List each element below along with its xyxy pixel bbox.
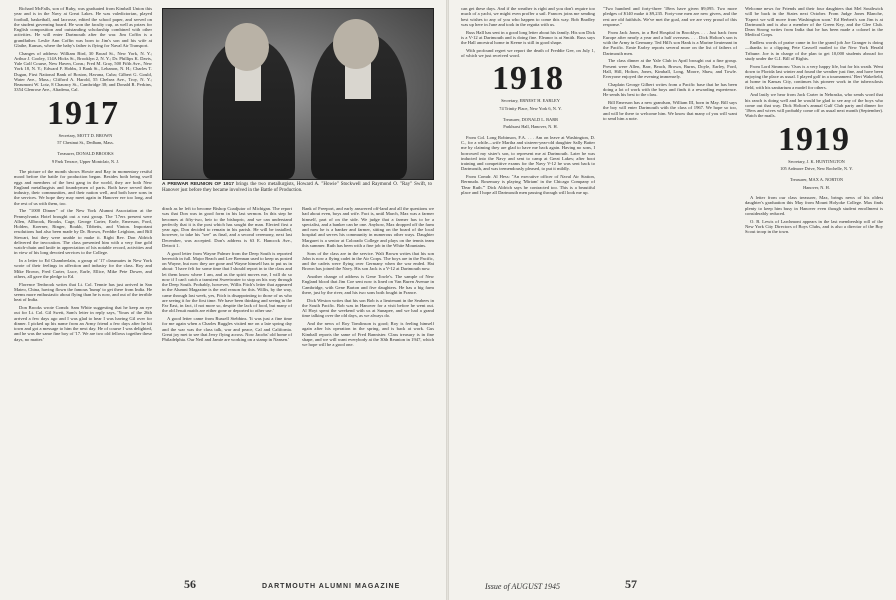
- left-column-1: [14, 6, 152, 570]
- secretary-title: Secretary, J. K. HUNTINGTON: [788, 158, 845, 164]
- paragraph: The "1000 Dinner" of the New York Alumni Association at the Pennsylvania Hotel brought out a vast group. The '17ers present were Allen, Allbrook, Brooks, Cage, George Carter, Earle, Emerson, Ford, Holden, Koerner, Ringer, Roakb, Tibbetts, and Vinton. Important resolutions had also been made by Dr. Brown, Freddie Leighton, and Bill Stewart, but they were unable to make it. Right Rev. Don Aldrich delivered the invocation. The class presented him with a very fine gold watch-chain and knife in appreciation of his notable record, activities and in view of his long devoted services to the College.: [14, 208, 152, 256]
- treasurer-address: Hanover, N. H.: [803, 184, 830, 190]
- right-column-2: [603, 6, 737, 570]
- reunion-photo: [162, 8, 434, 180]
- paragraph: A letter from our class treasurer, Max, brings news of his oldest daughter's graduation this May from Mount Holyoke College. Max finds plenty to keep him busy in Hanover even though student enrollment is considerably reduced.: [745, 195, 883, 216]
- paragraph: Changes of address: William Bird, 30 Broad St., New York, N. Y.; Arthur J. Cooley, 114A Hicks St., Brooklyn 2, N. Y.; Dr. Phillips K. Davis, Yale Golf Course, New Haven, Conn.; Fred M. Gray, 500 Fifth Ave., New York 18, N. Y.; Edward F. Hobbs, 3 Bank St., Lebanon, N. H.; Charles T. Dugan, First National Bank of Boston, Havana, Cuba; Gilbert G. Gould, Water Ave., Mass.; Clifford A. Harold, 55 Chelsea Ave., Troy, N. Y.; Beaumont W. Lotz, 8 Chauncy St., Cambridge 38; and Donald R. Perkins, 3354 Glenrose Ave., Altadena, Cal.: [14, 50, 152, 93]
- treasurer-title: Treasurer, DONALD BROOKS: [57, 150, 114, 156]
- paragraph: dinch as he left to become Bishop Coadjutor of Michigan. The report was that Don was in good form in his last sermon. In this step he becomes at fifty-two, heir to the bishopric, and we can understand perfectly that it is the post which has sought the man. Elected first a year ago, Don decided to remain in his parish. He will be installed, however, to take his "see" as final, and a second ceremony, next last December, was accepted. Don's address is 63 E. Hancock Ave., Detroit 1.: [162, 206, 292, 248]
- photo-caption: [162, 182, 432, 194]
- paragraph: A good letter from Wayne Palmer from the Deep South is reported herewith in full. Major Beach and Lee Brennan used to keep us posted on Wayne, but now they are gone and Wayne himself has to put us in about: 'I have felt for some time that I should report in to the class and let them know where I am, and as the spirit moves me, I will do so now if I can't catch a transient Sweetwater to stop on his way through the Deep South. Probably, however, Willis Fitch's letter that appeared in the Alumni Magazine is the real reason for this. Willis, by the way, came through last week, yes, Fitch is disappointing to those of us who are seeing it for the first time. We have been thinking and seeing in the Far East, in fact, if not more so, despite the lack of food, but many of the old Jesuit maids are either gone or deported to other use.': [162, 250, 292, 314]
- left-page: [0, 0, 447, 600]
- page-number-right: 57: [625, 577, 637, 591]
- paragraph: Sons of the class are in the service. Walt Brown writes that his son John is now a flying cadet in the Air Corps. The boys are in the Pacific, and the cadets were flying over Germany when the war ended. Hat Brown has joined the Navy. His son Jack is a V-12 at Dartmouth now.: [302, 250, 434, 272]
- right-column-1: [461, 6, 595, 570]
- treasurer-title: Treasurer, DONALD L. BARR: [502, 116, 559, 122]
- paragraph: Dick Weston writes that his son Bob is a lieutenant in the Seabees in the South Pacific. Bob was in Hanover for a visit before he went out. Al Hoyt spent the weekend with us at Sunapee, and we had a grand time talking over the old days, as we always do.: [302, 297, 434, 319]
- paragraph: And lastly we hear from Jack Carter in Nebraska, who sends word that his ranch is doing well and he would be glad to see any of the boys who come out that way. Dick Holton's annual Gulf Club party and dinner for '18ers and wives will probably come off as usual next month (September). Watch the mails.: [745, 92, 883, 119]
- paragraph: From Lord Simmons: 'Ours is a very happy life, but for his wrath. Went down to Florida last winter and found the weather just fine, and have been enjoying the place as usual. I played golf in a tournament.' Bert Wakefield, at home in Kansas City, continues his pioneer work in the tuberculosis field, with his sanitarium a model for others.: [745, 63, 883, 90]
- paragraph: Richard McFalls, son of Ruby, was graduated from Kimball Union this year and is in the Navy at Great Lakes. He was valedictorian, played football, basketball, and lacrosse, edited the school paper, and served on the student governing board. He won the faculty cup, as well as prizes for English composition and outstanding scholarship combined with other activities. He will enter Dartmouth after the war. Jim Coffin is a grandfather. Leslie Ann Coffin was born to Jim's son and his wife at Glathe, Kansas, where the baby's father is flying for Naval Air Transport.: [14, 6, 152, 48]
- left-column-2: [162, 206, 292, 570]
- paragraph: can get these days. And if the weather is right and you don't require too much of a yacht, we might even proffer a sail. Frances joins me sending best wishes to any of you who happen to come this way. Bob Bradley was up here in June and took in the regatta with us.: [461, 6, 595, 27]
- secretary-address: 57 Chestnut St., Dedham, Mass.: [57, 140, 114, 146]
- paragraph: With profound regret we report the death of Freddie Gee, on July 1, of which we just received word.: [461, 47, 595, 58]
- class-year-heading: 1918: [492, 60, 564, 98]
- treasurer-address: Parkhurst Hall, Hanover, N. H.: [503, 124, 558, 130]
- paragraph: O. B. Lewis of Larchmont appears in the last membership roll of the New York City Directors of Boys Clubs, and is also a director of the Boy Scout troop in the town.: [745, 218, 883, 235]
- paragraph: Bill Emerson has a new grandson, William III, born in May. Bill says the boy will enter Dartmouth with the class of 1967. We hope so too, and will be there to welcome him. We know that many of you will want to send him a note.: [603, 100, 737, 121]
- secretary-address: 105 Ardmore Drive, New Rochelle, N. Y.: [780, 166, 853, 172]
- treasurer-address: 9 Park Terrace, Upper Montclair, N. J.: [51, 158, 120, 164]
- paragraph: The picture of the month shows Howie and Ray in momentary restful mood before the battle for production began. Besides both being swell eggs and members of the best gang in the world, they are both New England metallurgists and foundrymen of parts. Both have served their industry, their communities, and their nation well, and both have sons in the services. We hope they may meet again in Hanover ere too long, and the rest of us with them, too.: [14, 169, 152, 206]
- paragraph: "Two hundred and forty-three '18ers have given $9,095. Two more pledges of $140 make it $9,235. Forty-one men are new givers, and the rest are old faithfuls. We've met the goal, and we are very proud of this response.": [603, 6, 737, 27]
- paragraph: Florence Tenbrook writes that Lt. Col. Tennie has just arrived in San Mateo, China, having flown the famous 'hump' to get there from India. He seems more enthusiastic about flying than he is now, and out of the terrible heat of India.: [14, 281, 152, 303]
- class-year-heading: 1917: [47, 94, 119, 132]
- head-left: [225, 23, 269, 71]
- paragraph: Endless words of praise came in for the grand job Joe Granger is doing—thanks to a clipping Pete Caswell mailed to the New York Herald Tribune. Joe is in charge of the plan to get 10,000 students abroad for study under the G.I. Bill of Rights.: [745, 40, 883, 61]
- paragraph: A good letter came from Russell Stebbins. 'It was just a fine time for me again when a Charles Ruggles visited me on a late spring day and the war was the class talk, war and peace, Cal and California. Great joy met to see that Jerry flying across. Now Jacobs' old home of Philadelphia. Our Neil and Jamie are working on a stamp in Nansen.': [162, 316, 292, 342]
- head-right: [333, 19, 379, 69]
- left-column-3: [302, 206, 434, 570]
- paragraph: From Col. Long Robinson, F.A. . . . Am on leave at Washington, D. C., for a while—wife Martha and sixteen-year-old daughter Sally Batter me by claiming they are glad to have me back again. Having no sons, I borrowed my sister's son, to represent me at Dartmouth. Later he was inducted into the Navy and sent to camp at Great Lakes; after boot training and competitive exams for the Navy V-12 he was sent back to Dartmouth, and was tremendously pleased, to put it mildly.: [461, 134, 595, 172]
- class-year-heading: 1919: [778, 120, 850, 158]
- paragraph: And the news of Roy Tomlinson is good; Roy is feeling himself again after his operation in the spring, and is back at work. Gus Kimball reports the same of Fred Bannister. Class treasury is in fine shape, and we will want everybody at the 30th Reunion in 1947, which we hope will be a good one.: [302, 321, 434, 347]
- paragraph: From Comdr. Al Hess: "An executive officer of Naval Air Station, Bermuda. Rosemary is playing 'Miriam' in the Chicago Company of 'Dear Ruth.'" Dick Aldrich says he contracted too. This is a beautiful place and I hope all Dartmouth men passing through will look me up.: [461, 174, 595, 195]
- magazine-title: DARTMOUTH ALUMNI MAGAZINE: [262, 583, 401, 590]
- paragraph: Welcome news for Friends and their four daughters that Mel Southwick will be back in the States next October. From Judge Jones Blanche, 'Expect we will move from Washington soon.' Ed Herbert's son Jim is at Dartmouth and is also a member of the Green Key, and the Glee Club. Dean Strong writes from India that he has been made a colonel in the Medical Corps.: [745, 6, 883, 38]
- secretary-address: 74 Trinity Place, New York 6, N. Y.: [499, 106, 562, 112]
- secretary-title: Secretary, ERNEST H. EARLEY: [501, 98, 560, 104]
- issue-line: Issue of AUGUST 1945: [485, 582, 561, 591]
- paragraph: The class dinner at the Yale Club in April brought out a fine group. Present were Allen, Barr, Beach, Brown, Burns, Doyle, Earley, Ford, Hall, Hill, Holton, Jones, Kimball, Long, Moore, Shaw, and Towle. Everyone enjoyed the evening immensely.: [603, 58, 737, 79]
- paragraph: Bank of Freeport, and early answered off-land and all the questions we had about even, boys and wife. Fact is, until March, Max was a farmer himself, part of on the side. We judge that a farmer has to be a specialist, and a banker can be one. Anyhow, Max dropped off the farm and now he is a banker and farmer, sitting on the board of the local hospital and serves his community in numerous other ways. Daughter Margaret is a senior at Colorado College and plays on the tennis team this summer. Ruth has been with a fine job in the White Mountains.: [302, 206, 434, 248]
- right-column-3: [745, 6, 883, 570]
- paragraph: In a letter to Ed Chamberlain, a group of '17 classmates in New York wrote of their feelings in affection and industry for the class. Roy and Mike Brown, Fred Carter, Luce, Earle, Ellice, Mike Pete Dower, and others, all gave the pledge to Ed.: [14, 258, 152, 279]
- photo-caption-text: brings the two metallurgists, Howard A. "Howie" Stockwell and Raymond O. "Ray" Swift, to Hanover just before they became involved in the Battle of Production.: [162, 182, 433, 193]
- secretary-title: Secretary, MOTT D. BROWN: [58, 132, 113, 138]
- treasurer-title: Treasurer, MAX A. NORTON: [789, 176, 844, 182]
- paragraph: Another change of address is Gene Towle's. The sample of New England blood that Jim Coe sent now is lined on Van Buren Avenue in Cambridge, with Gene Barton and five daughters. He has a big farm there, just by the river, and his two sons both fought in France.: [302, 274, 434, 295]
- paragraph: From Jack Jones, in a Bed Hospital in Brooklyn. . . . Just back from Europe after nearly a year and a half overseas. . . . Dick Holton's son is with the Army in Germany. Ted Hill's son Hank is a Marine lieutenant in the Pacific. Ernie Earley reports several more on the list of fathers of Dartmouth men.: [603, 29, 737, 56]
- paragraph: Russ Hall has sent in a good long letter about his family. His son Dick is a V-12 at Dartmouth and is doing fine. Eleanor is at Smith. Russ says the Hall ancestral home in Keene is still in good shape.: [461, 29, 595, 45]
- paragraph: Chaplain George Gilbert writes from a Pacific base that he has been doing a lot of work with the boys and finds it a rewarding experience. He sends his best to the class.: [603, 81, 737, 98]
- page-number-left: 56: [184, 577, 196, 591]
- right-page: [449, 0, 896, 600]
- paragraph: Don Brooks wrote Comdr. Sam White suggesting that he keep an eye out for Lt. Col. Gil Swett, Sam's letter in reply says, 'Yours of the 26th arrived a few days ago and I was glad to hear I was having Gil over for dinner. I picked up his name from an Army friend a few days after he hit town and got a message to him the next day. He of course I was delighted, and he was the same fine boy of '17. We are two old fellows together these days, no matter.': [14, 305, 152, 342]
- photo-caption-title: A PREWAR REUNION OF 1917: [162, 182, 234, 187]
